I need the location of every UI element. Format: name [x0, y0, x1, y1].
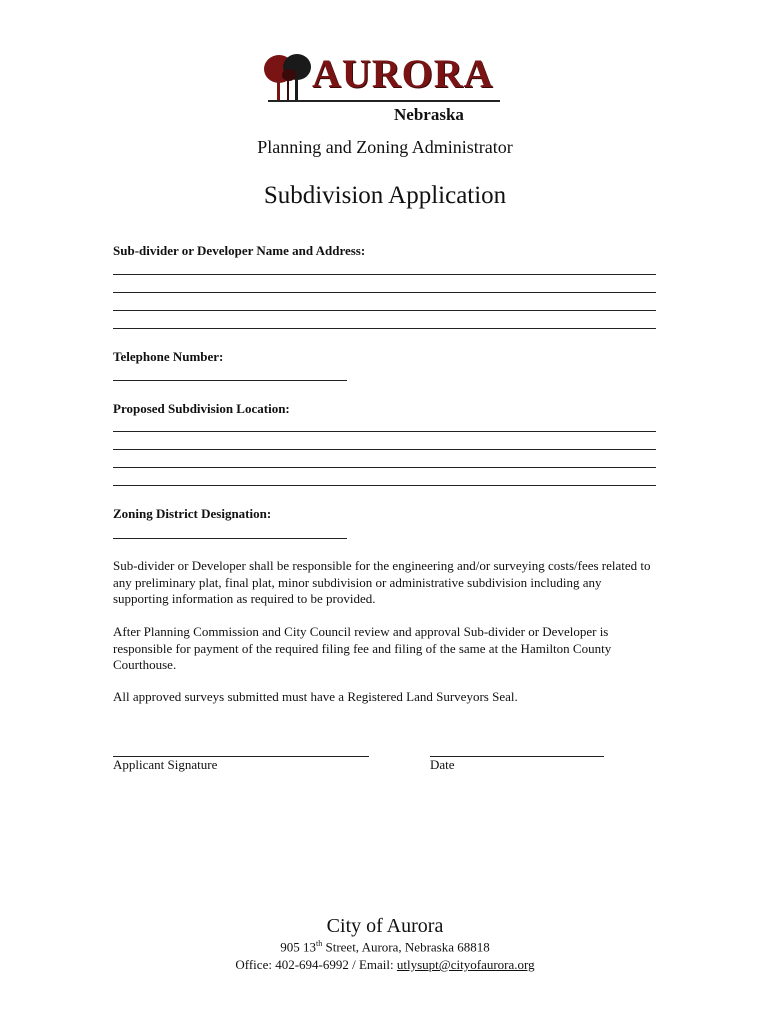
telephone-line[interactable] [113, 380, 347, 381]
paragraph-filing: After Planning Commission and City Council review and approval Sub-divider or Developer is responsible for payment of the required filing fee and filing of the same at the Hamilton County Courthouse. [113, 624, 612, 672]
logo-state: Nebraska [394, 105, 464, 124]
zoning-line[interactable] [113, 538, 347, 539]
office-name: Planning and Zoning Administrator [257, 137, 513, 157]
applicant-signature-label: Applicant Signature [113, 757, 218, 772]
developer-line-2[interactable] [113, 292, 656, 293]
footer-contact: Office: 402-694-6992 / Email: utlysupt@cityofaurora.org [235, 957, 535, 972]
aurora-logo [262, 50, 502, 128]
footer-address: 905 13th Street, Aurora, Nebraska 68818 [280, 939, 490, 955]
footer-city: City of Aurora [326, 915, 444, 937]
developer-line-1[interactable] [113, 274, 656, 275]
location-line-1[interactable] [113, 431, 656, 432]
location-line-4[interactable] [113, 485, 656, 486]
telephone-label: Telephone Number: [113, 349, 224, 364]
zoning-label: Zoning District Designation: [113, 506, 272, 521]
developer-name-label: Sub-divider or Developer Name and Address: [113, 243, 366, 258]
location-line-3[interactable] [113, 467, 656, 468]
page-title: Subdivision Application [263, 182, 507, 209]
logo-underline [268, 100, 500, 102]
developer-line-4[interactable] [113, 328, 656, 329]
location-label: Proposed Subdivision Location: [113, 401, 290, 416]
developer-line-3[interactable] [113, 310, 656, 311]
paragraph-seal: All approved surveys submitted must have a Registered Land Surveyors Seal. [113, 689, 518, 704]
date-line[interactable] [430, 756, 604, 757]
logo-wordmark: AURORA [312, 51, 494, 96]
paragraph-costs: Sub-divider or Developer shall be responsible for the engineering and/or surveying costs/fees related to any preliminary plat, final plat, minor subdivision or administrative subdivision including any supporting information as required to be provided. [113, 558, 651, 606]
email-link[interactable]: utlysupt@cityofaurora.org [396, 957, 535, 972]
date-label: Date [430, 757, 455, 772]
location-line-2[interactable] [113, 449, 656, 450]
